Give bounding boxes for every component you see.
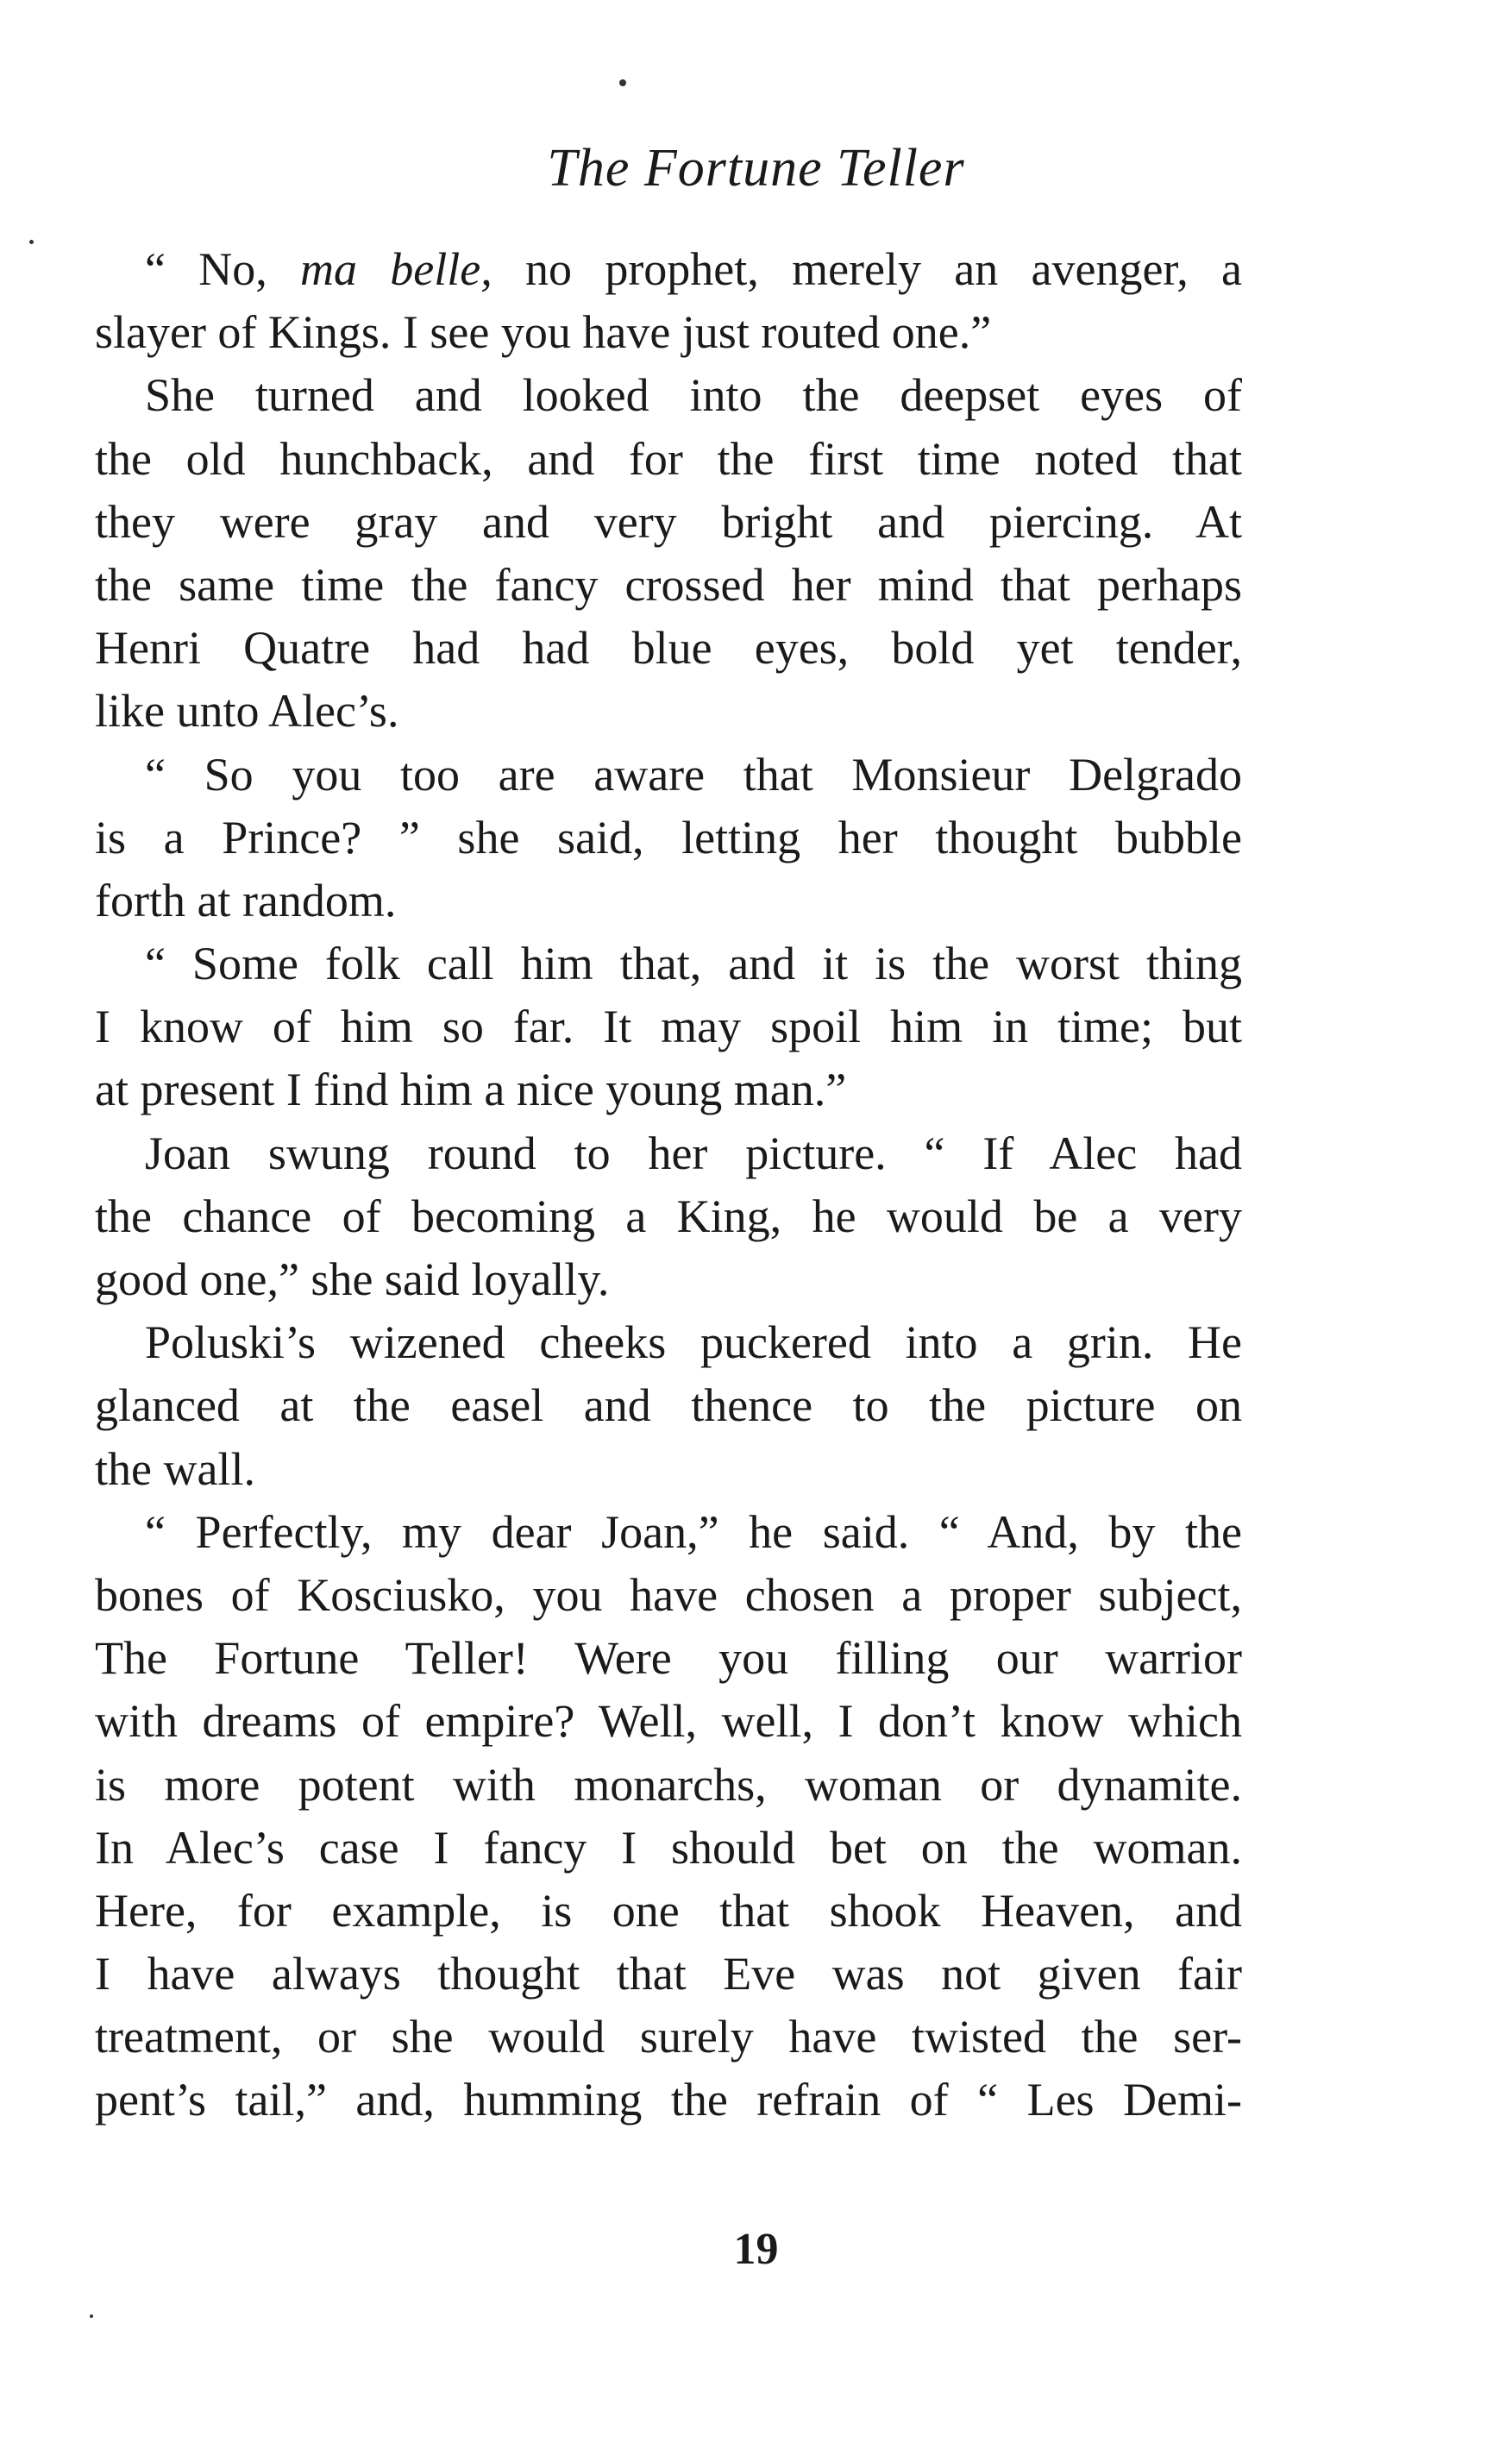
text-line: forth at random.	[95, 874, 397, 926]
text-line: the old hunchback, and for the first time noted that	[95, 432, 1242, 485]
text-line: Poluski’s wizened cheeks puckered into a grin. He	[145, 1316, 1242, 1369]
text-line: good one,” she said loyally.	[95, 1253, 610, 1305]
text-line	[95, 238, 1242, 301]
print-speck	[29, 240, 34, 244]
text-line: the same time the fancy crossed her mind that perhaps	[95, 558, 1242, 611]
text-line: treatment, or she would surely have twisted the ser-	[95, 2011, 1242, 2063]
text-line: the chance of becoming a King, he would be a very	[95, 1190, 1242, 1242]
print-speck	[619, 79, 626, 86]
text-line: they were gray and very bright and piercing. At	[95, 495, 1242, 548]
text-segment: no prophet, merely an avenger, a	[492, 243, 1242, 295]
text-line: I know of him so far. It may spoil him in time; but	[95, 1001, 1242, 1053]
text-line: “ So you too are aware that Monsieur Delgrado	[145, 748, 1242, 801]
text-line: is a Prince? ” she said, letting her thought bubble	[95, 811, 1242, 863]
body-text	[95, 238, 1242, 2132]
text-line: Joan swung round to her picture. “ If Alec had	[145, 1127, 1242, 1179]
text-segment: “ No,	[145, 243, 301, 295]
text-line: slayer of Kings. I see you have just routed one.”	[95, 306, 992, 359]
text-line: I have always thought that Eve was not given fair	[95, 1948, 1242, 2000]
running-head: The Fortune Teller	[547, 139, 965, 198]
text-line: Here, for example, is one that shook Heaven, and	[95, 1884, 1242, 1937]
page-number: 19	[733, 2225, 779, 2274]
text-line: The Fortune Teller! Were you filling our warrior	[95, 1632, 1242, 1685]
text-line: glanced at the easel and thence to the picture on	[95, 1379, 1242, 1432]
text-line: the wall.	[95, 1442, 255, 1495]
text-line: bones of Kosciusko, you have chosen a proper subject,	[95, 1568, 1242, 1621]
text-line: is more potent with monarchs, woman or dynamite.	[95, 1758, 1242, 1811]
text-line: at present I find him a nice young man.”	[95, 1064, 847, 1116]
text-line: Henri Quatre had had blue eyes, bold yet tender,	[95, 622, 1242, 675]
text-line: In Alec’s case I fancy I should bet on the woman.	[95, 1821, 1242, 1874]
text-line: “ Perfectly, my dear Joan,” he said. “ And, by the	[145, 1505, 1242, 1558]
print-speck	[90, 2314, 93, 2318]
text-line: She turned and looked into the deepset eyes of	[145, 369, 1242, 422]
text-line: “ Some folk call him that, and it is the worst thing	[145, 938, 1242, 990]
text-line: pent’s tail,” and, humming the refrain of “ Les Demi-	[95, 2074, 1242, 2126]
text-line: like unto Alec’s.	[95, 685, 399, 738]
text-line: with dreams of empire? Well, well, I don’t know which	[95, 1695, 1242, 1748]
italic-phrase: ma belle,	[300, 243, 492, 295]
